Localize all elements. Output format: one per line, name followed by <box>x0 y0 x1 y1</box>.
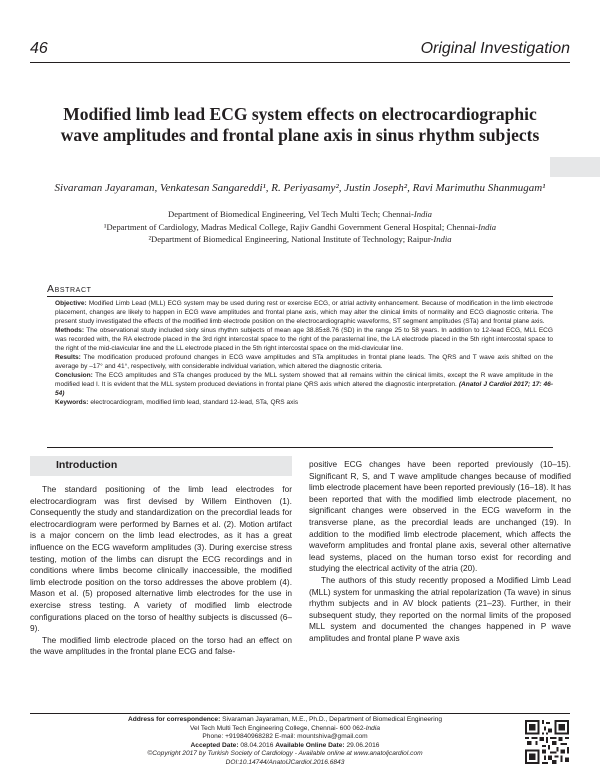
dates-line: Accepted Date: 08.04.2016 Available Online Date: 29.06.2016 <box>190 741 380 749</box>
title-band-tint <box>550 157 600 177</box>
page-header <box>30 40 570 60</box>
body-paragraph: The modified limb electrode placed on the torso had an effect on the wave amplitudes in the frontal plane ECG and false- <box>30 634 292 657</box>
right-column <box>309 459 571 645</box>
qr-code-icon <box>525 720 569 764</box>
author-list: Sivaraman Jayaraman, Venkatesan Sangareddi¹, R. Periyasamy², Justin Joseph², Ravi Marimuthu Shanmugam¹ <box>54 182 546 194</box>
header-divider <box>30 62 570 63</box>
phone-line: Phone: +919840968282 E-mail: mountshiva@gmail.com <box>202 733 368 741</box>
abstract-methods: Methods: The observational study included sixty sinus rhythm subjects of mean age 38.85±8.76 (SD) in the range 25 to 58 years. In addition to 12-lead ECG, MLL ECG was recorded with, the RA electrode placed in the 3rd right intercostal space to the right of the parasternal line, the LA electrode placed in the 5th right intercostal space to the right of the mid-clavicular line and the LL electrode placed in the 5th right intercostal space on the mid-clavicular line. <box>55 327 554 352</box>
affiliation-0: Department of Biomedical Engineering, Vel Tech Multi Tech; Chennai-India <box>168 209 432 219</box>
abstract-divider <box>47 296 553 297</box>
article-title: Modified limb lead ECG system effects on electrocardiographic wave amplitudes and frontal plane axis in sinus rhythm subjects <box>60 104 540 145</box>
page-number: 46 <box>30 40 48 57</box>
address-line: Vel Tech Multi Tech Engineering College, Chennai- 600 062-India <box>189 724 380 732</box>
introduction-heading: Introduction <box>56 459 118 471</box>
copyright-line: ©Copyright 2017 by Turkish Society of Cardiology - Available online at www.anatoljcardiol.com <box>147 750 423 758</box>
body-paragraph: positive ECG changes have been reported previously (10–15). Significant R, S, and T wave amplitude changes because of modified limb electrode placement have been reported previously (16–18). It has been reported that with the modified limb electrode placement, no significant changes were observed in the ECG waveform in the transverse plane, as the precordial leads are unchanged (19). In addition to the modified limb electrode placement, which affects the waveform amplitudes and frontal plane axis, several other alternative lead systems, placed on the human torso exist for recording and studying the electrical activity of the atria (20). <box>309 459 571 574</box>
abstract-heading: Abstract <box>47 283 92 295</box>
affiliation-1: ¹Department of Cardiology, Madras Medical College, Rajiv Gandhi Government General Hospital; Chennai-India <box>103 221 497 232</box>
affiliation-2: ²Department of Biomedical Engineering, National Institute of Technology; Raipur-India <box>148 234 452 244</box>
left-column <box>30 456 292 658</box>
correspondence-line: Address for correspondence: Sivaraman Jayaraman, M.E., Ph.D., Department of Biomedical Engineering <box>127 716 443 723</box>
doi-line: DOI:10.14744/AnatolJCardiol.2016.6843 <box>225 758 345 766</box>
abstract-bottom-divider <box>47 447 553 448</box>
section-label: Original Investigation <box>420 40 570 57</box>
footer <box>80 716 490 768</box>
abstract-objective: Objective: Modified Limb Lead (MLL) ECG system may be used during rest or exercise ECG, or atrial activity enhancement. Because of modification in the limb electrode placement, changes are likely to happen in ECG wave amplitudes and frontal plane axis, which may alter the clinical limits of normality and ECG diagnostic criteria. The present study investigated the effects of the modified limb electrode position on the electrocardiographic waveforms, ST segment amplitudes (STa) and frontal plane axis. <box>55 300 553 325</box>
footer-divider <box>30 713 570 714</box>
abstract-conclusion: Conclusion: The ECG amplitudes and STa changes produced by the MLL system showed that all remains within the clinical limits, except the R wave amplitude in the modified lead I. It is evident that the MLL system produced deviations in frontal plane QRS axis which altered the diagnostic interpretation. (Anatol J Cardiol 2017; 17: 46-54) <box>55 372 553 397</box>
abstract-keywords: Keywords: electrocardiogram, modified limb lead, standard 12-lead, STa, QRS axis <box>55 399 299 406</box>
abstract-results: Results: The modification produced profound changes in ECG wave amplitudes and STa amplitudes in frontal plane leads. The QRS and T wave axis shifted on the average by –17° and 41°, respectively, with considerable individual variation, which altered the diagnostic criteria. <box>55 354 554 370</box>
affiliations <box>40 208 560 246</box>
body-paragraph: The standard positioning of the limb lead electrodes for electrocardiogram was first devised by Willem Einthoven (1). Consequently the study and standardization on the precordial leads for electrocardiogram were performed by Barnes et al. (2). Motion artifact is a major concern on the limb lead electrodes, as it has a great influence on the ECG waveform amplitudes (3). During exercise stress testing, motion of the limbs can disrupt the ECG recordings and in conditions where limbs become clinically inaccessible, the modified limb electrode position on the torso addresses the above problem (4). Mason et al. (5) proposed alternative limb electrodes for the use in exercise stress testing. A variety of modified limb electrode configurations placed on the torso of healthy subjects is discussed (6–9). <box>30 484 292 634</box>
abstract-body <box>55 299 553 407</box>
body-paragraph: The authors of this study recently proposed a Modified Limb Lead (MLL) system for unmasking the atrial repolarization (Ta wave) in sinus rhythm subjects and in AV block patients (21–23). Further, in their subsequent study, they reported on the normal limits of the proposed MLL system and documented the changes happened in P wave amplitudes and frontal plane P wave axis <box>309 574 571 643</box>
introduction-heading-box <box>30 456 292 476</box>
